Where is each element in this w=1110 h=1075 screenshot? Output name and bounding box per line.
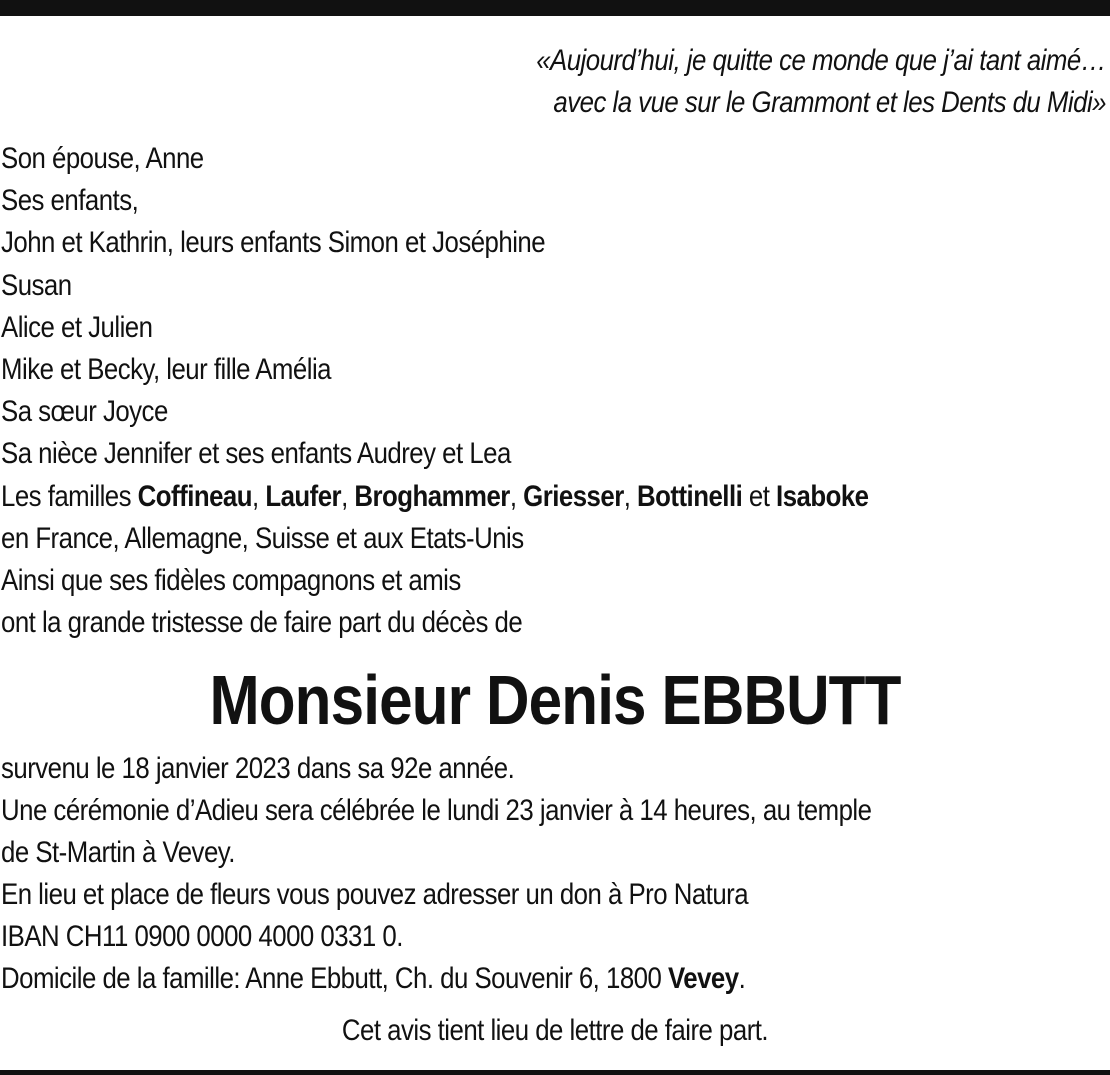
mourner-line: Ses enfants,	[1, 184, 139, 218]
top-rule	[0, 0, 1110, 16]
closing-note: Cet avis tient lieu de lettre de faire part.	[341, 1014, 769, 1047]
address-line	[1, 958, 871, 1000]
detail-line: Une cérémonie d’Adieu sera célébrée le lundi 23 janvier à 14 heures, au temple	[1, 794, 872, 827]
family-name-griesser: Griesser	[523, 479, 624, 513]
mourner-line: Mike et Becky, leur fille Amélia	[1, 353, 332, 387]
mourner-line: Ainsi que ses fidèles compagnons et amis	[1, 564, 461, 598]
mourners-list	[1, 138, 869, 644]
deceased-name: Monsieur Denis EBBUTT	[209, 661, 901, 739]
detail-line: survenu le 18 janvier 2023 dans sa 92e année.	[1, 752, 515, 785]
separator: ,	[623, 479, 638, 513]
family-name-broghammer: Broghammer	[354, 479, 510, 513]
detail-line: de St-Martin à Vevey.	[1, 836, 235, 869]
family-name-bottinelli: Bottinelli	[637, 479, 743, 513]
families-line	[1, 476, 869, 518]
family-name-coffineau: Coffineau	[137, 479, 253, 513]
address-city: Vevey	[667, 962, 739, 995]
epigraph-line-2: avec la vue sur le Grammont et les Dents du Midi»	[553, 86, 1106, 119]
epigraph-quote	[246, 40, 1106, 124]
conjunction: et	[742, 479, 777, 513]
mourner-line: Sa sœur Joyce	[1, 395, 168, 429]
family-name-isaboke: Isaboke	[776, 479, 869, 513]
address-suffix: .	[738, 962, 746, 995]
mourner-line: John et Kathrin, leurs enfants Simon et Joséphine	[1, 226, 546, 260]
mourner-line: ont la grande tristesse de faire part du décès de	[1, 606, 523, 640]
mourner-line: Alice et Julien	[1, 310, 153, 344]
mourner-line: Sa nièce Jennifer et ses enfants Audrey et Lea	[1, 437, 511, 471]
mourner-line: en France, Allemagne, Suisse et aux Etats-Unis	[1, 521, 524, 555]
mourner-line: Son épouse, Anne	[1, 142, 204, 175]
mourner-line: Susan	[1, 268, 72, 302]
address-prefix: Domicile de la famille: Anne Ebbutt, Ch. du Souvenir 6, 1800	[1, 962, 668, 995]
epigraph-line-1: «Aujourd’hui, je quitte ce monde que j’ai tant aimé…	[536, 44, 1106, 77]
ceremony-details	[1, 748, 871, 1000]
separator: ,	[252, 479, 266, 513]
separator: ,	[509, 479, 524, 513]
separator: ,	[341, 479, 355, 513]
detail-line: En lieu et place de fleurs vous pouvez adresser un don à Pro Natura	[1, 878, 749, 911]
bottom-rule	[0, 1070, 1110, 1075]
detail-line: IBAN CH11 0900 0000 4000 0331 0.	[1, 920, 403, 953]
families-prefix: Les familles	[1, 479, 138, 513]
family-name-laufer: Laufer	[265, 479, 342, 513]
